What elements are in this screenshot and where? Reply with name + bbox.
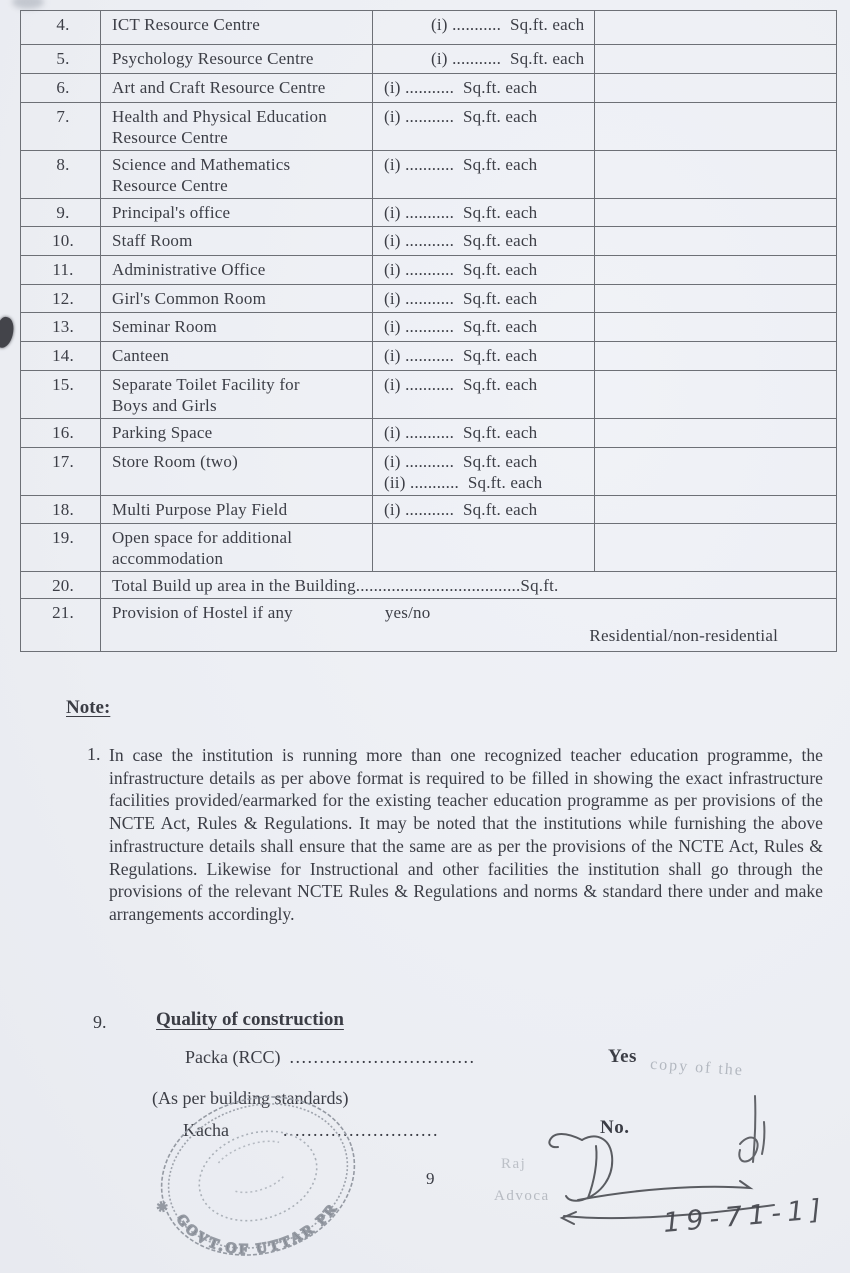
facility-name-cell: Psychology Resource Centre xyxy=(101,45,373,74)
remarks-cell xyxy=(595,199,837,227)
packa-answer: Yes xyxy=(608,1046,637,1067)
table-row xyxy=(21,342,837,371)
sqft-cell: (i) ........... Sq.ft. each xyxy=(373,45,595,74)
kacha-dotted-blank: .......................... xyxy=(282,1120,439,1140)
row-number-cell: 16. xyxy=(21,419,101,448)
row-number-cell: 11. xyxy=(21,256,101,285)
row-number-cell: 12. xyxy=(21,285,101,313)
row-number-cell: 7. xyxy=(21,103,101,151)
remarks-cell xyxy=(595,285,837,313)
table-row xyxy=(21,199,837,227)
row-number-cell: 9. xyxy=(21,199,101,227)
row-number-cell: 14. xyxy=(21,342,101,371)
sqft-cell: (i) ........... Sq.ft. each xyxy=(373,285,595,313)
facility-name-cell: Administrative Office xyxy=(101,256,373,285)
table-row xyxy=(21,227,837,256)
section9-heading: Quality of construction xyxy=(156,1009,344,1030)
row-number-cell: 19. xyxy=(21,524,101,572)
row-number-cell: 18. xyxy=(21,496,101,524)
note-item xyxy=(87,744,825,926)
remarks-cell xyxy=(595,45,837,74)
kacha-label: Kacha xyxy=(183,1120,229,1140)
total-builtup-area-cell: Total Build up area in the Building.....................................Sq.ft. xyxy=(101,572,837,599)
table-row xyxy=(21,45,837,74)
facility-name-cell: Principal's office xyxy=(101,199,373,227)
row-number-cell: 4. xyxy=(21,11,101,45)
facility-name-cell: Health and Physical Education Resource Centre xyxy=(101,103,373,151)
facility-name-cell: Science and Mathematics Resource Centre xyxy=(101,151,373,199)
facilities-table xyxy=(20,10,837,652)
table-row xyxy=(21,74,837,103)
facility-name-cell: Canteen xyxy=(101,342,373,371)
table-row xyxy=(21,448,837,496)
note-item-text: In case the institution is running more than one recognized teacher education programme, the infrastructure details as per above format is required to be filled in showing the exact infrastructure facilities provided/earmarked for the existing teacher education programme as per provisions of the NCTE Act, Rules & Regulations. It may be noted that the institutions while furnishing the above infrastructure details shall ensure that the same are as per the provisions of the NCTE Act, Rules & Regulations. Likewise for Instructional and other facilities the institution shall go through the provisions of the relevant NCTE Rules & Regulations and norms & standard there under and make arrangements accordingly. xyxy=(109,745,823,924)
sqft-cell: (i) ........... Sq.ft. each (ii) ........... Sq.ft. each xyxy=(373,448,595,496)
stamp-star-icon: ✳ xyxy=(154,1198,170,1216)
remarks-cell xyxy=(595,342,837,371)
sqft-cell: (i) ........... Sq.ft. each xyxy=(373,103,595,151)
row-number-cell: 5. xyxy=(21,45,101,74)
remarks-cell xyxy=(595,419,837,448)
sqft-cell: (i) ........... Sq.ft. each xyxy=(373,227,595,256)
remarks-cell xyxy=(595,496,837,524)
facility-name-cell: Multi Purpose Play Field xyxy=(101,496,373,524)
facility-name-cell: Parking Space xyxy=(101,419,373,448)
row-number-cell: 13. xyxy=(21,313,101,342)
sqft-cell: (i) ........... Sq.ft. each xyxy=(373,371,595,419)
facility-name-cell: Staff Room xyxy=(101,227,373,256)
sqft-cell: (i) ........... Sq.ft. each xyxy=(373,256,595,285)
facility-name-cell: Store Room (two) xyxy=(101,448,373,496)
handwritten-notation: 19-71-1] xyxy=(661,1193,828,1239)
remarks-cell xyxy=(595,74,837,103)
sqft-cell: (i) ........... Sq.ft. each xyxy=(373,199,595,227)
row-number-cell: 15. xyxy=(21,371,101,419)
stamp-arc-text: GOVT.OF UTTAR PR xyxy=(172,1199,342,1258)
faint-stamp-text-advocate: Advoca xyxy=(494,1188,550,1204)
remarks-cell xyxy=(595,524,837,572)
facility-name-cell: Separate Toilet Facility for Boys and Girls xyxy=(101,371,373,419)
hostel-label: Provision of Hostel if any xyxy=(112,603,293,622)
table-row xyxy=(21,524,837,572)
sqft-cell: (i) ........... Sq.ft. each xyxy=(373,496,595,524)
table-row xyxy=(21,151,837,199)
scan-ink-blob xyxy=(0,315,16,349)
hostel-yes-no: yes/no xyxy=(384,603,431,622)
facility-name-cell: Seminar Room xyxy=(101,313,373,342)
table-row xyxy=(21,256,837,285)
row-number-cell: 20. xyxy=(21,572,101,599)
hostel-provision-cell xyxy=(101,599,837,652)
facility-name-cell: Art and Craft Resource Centre xyxy=(101,74,373,103)
row-number-cell: 6. xyxy=(21,74,101,103)
table-row xyxy=(21,419,837,448)
table-row xyxy=(21,496,837,524)
scan-smudge xyxy=(12,0,44,9)
pen-stroke xyxy=(739,1096,764,1162)
row-number-cell: 17. xyxy=(21,448,101,496)
sqft-cell: (i) ........... Sq.ft. each xyxy=(373,151,595,199)
table-row xyxy=(21,285,837,313)
table-row xyxy=(21,371,837,419)
packa-label: Packa (RCC) xyxy=(185,1047,290,1067)
row-number-cell: 21. xyxy=(21,599,101,652)
remarks-cell xyxy=(595,313,837,342)
govt-round-stamp xyxy=(146,1080,378,1272)
sqft-cell: (i) ........... Sq.ft. each xyxy=(373,74,595,103)
packa-line xyxy=(185,1047,475,1068)
facilities-table-body xyxy=(21,11,837,652)
table-row xyxy=(21,11,837,45)
table-row xyxy=(21,103,837,151)
kacha-answer: No. xyxy=(600,1117,630,1138)
sqft-cell xyxy=(373,524,595,572)
sqft-cell: (i) ........... Sq.ft. each xyxy=(373,11,595,45)
building-standards-note: (As per building standards) xyxy=(152,1088,349,1108)
sqft-cell: (i) ........... Sq.ft. each xyxy=(373,313,595,342)
hostel-residential-option: Residential/non-residential xyxy=(589,626,778,645)
signature-area xyxy=(478,1082,850,1273)
facility-name-cell: Girl's Common Room xyxy=(101,285,373,313)
sqft-cell: (i) ........... Sq.ft. each xyxy=(373,342,595,371)
remarks-cell xyxy=(595,227,837,256)
facility-name-cell: ICT Resource Centre xyxy=(101,11,373,45)
remarks-cell xyxy=(595,11,837,45)
remarks-cell xyxy=(595,448,837,496)
table-row xyxy=(21,313,837,342)
stamp-overprint-text: copy of the xyxy=(649,1055,745,1080)
facility-name-cell: Open space for additional accommodation xyxy=(101,524,373,572)
faint-stamp-text-raj: Raj xyxy=(501,1156,527,1172)
table-row xyxy=(21,599,837,652)
remarks-cell xyxy=(595,103,837,151)
packa-dotted-blank: ............................... xyxy=(289,1047,476,1067)
remarks-cell xyxy=(595,151,837,199)
note-item-number: 1. xyxy=(87,744,101,764)
page-number: 9 xyxy=(426,1169,435,1188)
row-number-cell: 10. xyxy=(21,227,101,256)
section9-number: 9. xyxy=(93,1012,107,1032)
remarks-cell xyxy=(595,256,837,285)
table-row xyxy=(21,572,837,599)
remarks-cell xyxy=(595,371,837,419)
sqft-cell: (i) ........... Sq.ft. each xyxy=(373,419,595,448)
row-number-cell: 8. xyxy=(21,151,101,199)
note-heading: Note: xyxy=(66,697,111,718)
